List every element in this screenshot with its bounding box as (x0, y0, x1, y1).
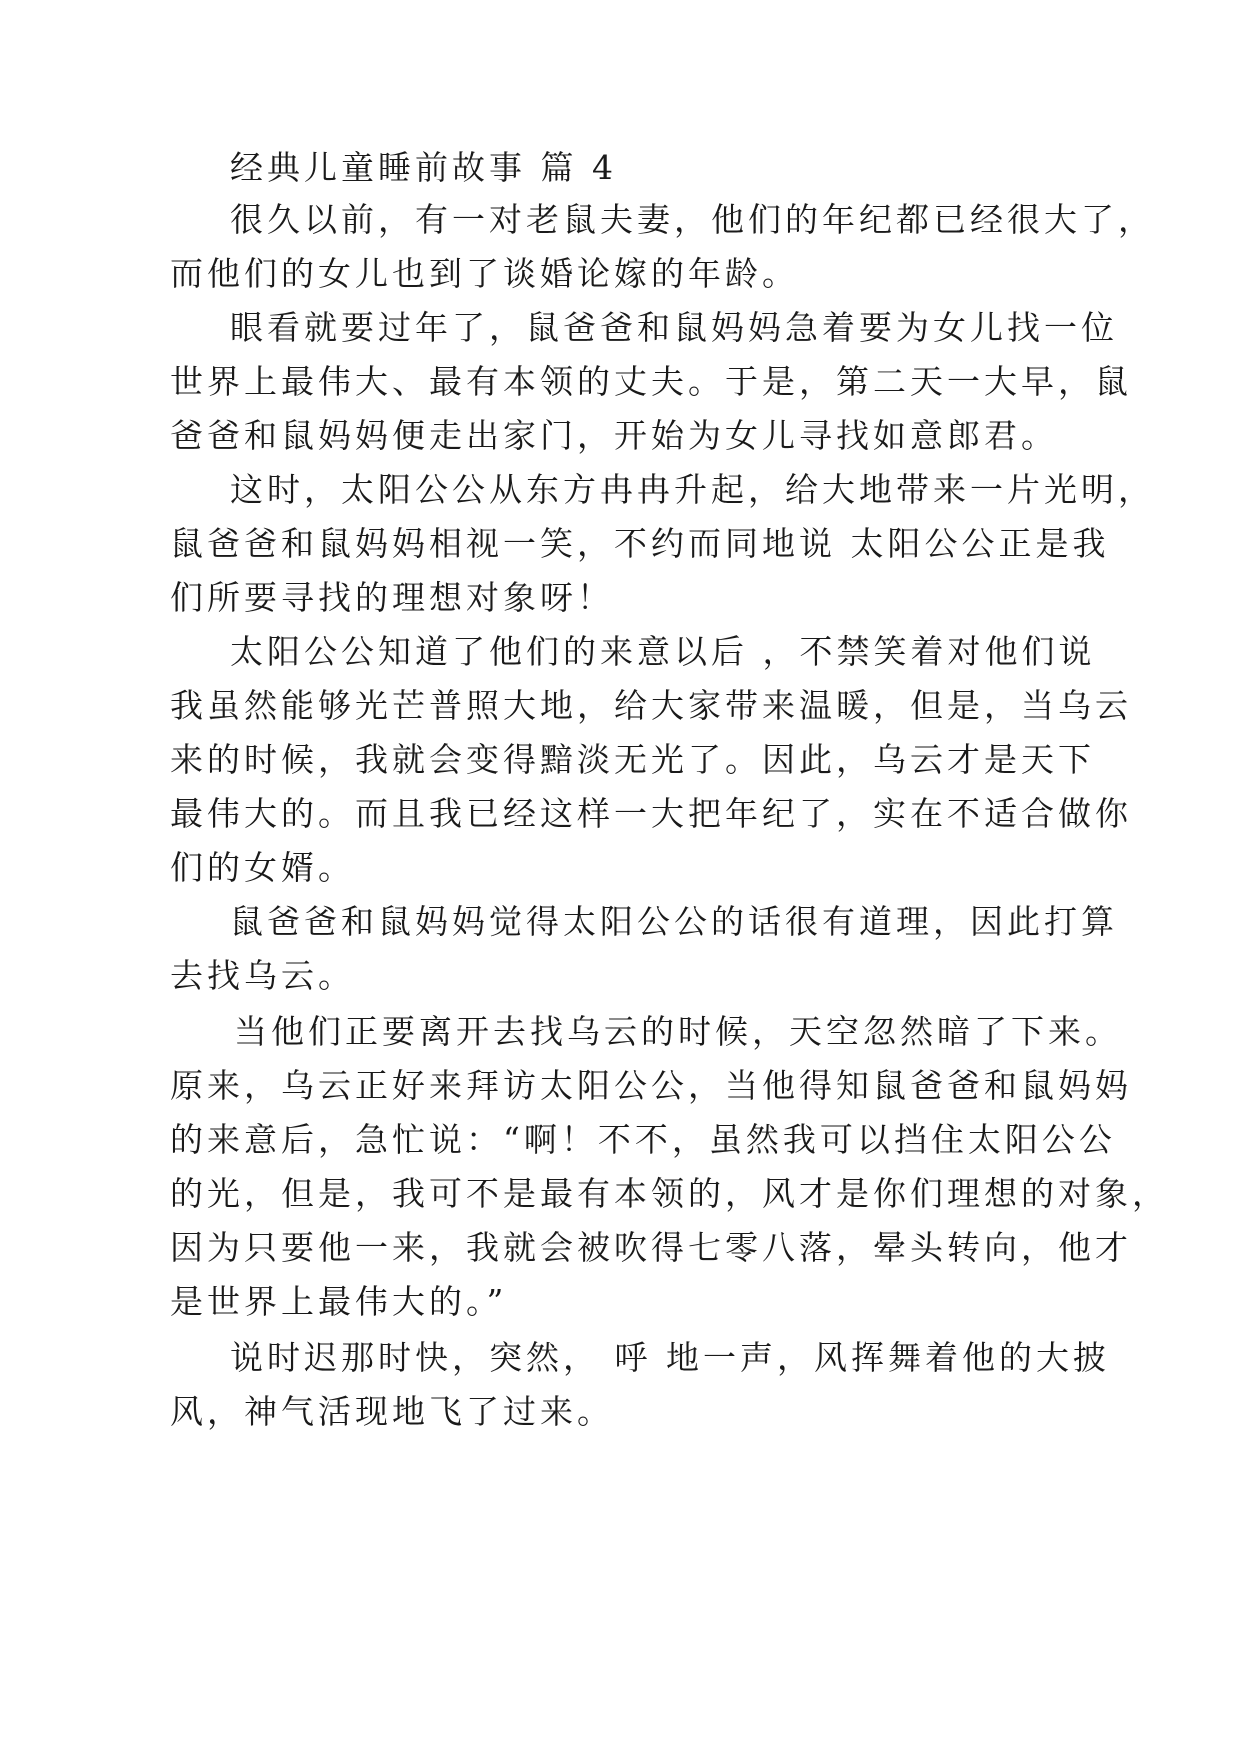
paragraph-line: 去找乌云。 (170, 956, 355, 995)
paragraph-line: 是世界上最伟大的。” (170, 1282, 508, 1321)
paragraph-line: 们所要寻找的理想对象呀！ (170, 578, 614, 617)
document-title: 经典儿童睡前故事 篇 4 (230, 148, 617, 187)
paragraph-line: 我虽然能够光芒普照大地，给大家带来温暖，但是，当乌云 (170, 686, 1132, 725)
paragraph-line: 而他们的女儿也到了谈婚论嫁的年龄。 (170, 254, 799, 293)
paragraph-line: 风，神气活现地飞了过来。 (170, 1392, 614, 1431)
paragraph-line: 因为只要他一来，我就会被吹得七零八落，晕头转向，他才 (170, 1228, 1132, 1267)
paragraph-line: 的来意后，急忙说：“啊！不不，虽然我可以挡住太阳公公 (170, 1120, 1116, 1159)
paragraph-line: 很久以前，有一对老鼠夫妻，他们的年纪都已经很大了， (230, 200, 1155, 239)
paragraph-line: 爸爸和鼠妈妈便走出家门，开始为女儿寻找如意郎君。 (170, 416, 1058, 455)
paragraph-line: 来的时候，我就会变得黯淡无光了。因此，乌云才是天下 (170, 740, 1095, 779)
paragraph-line: 这时，太阳公公从东方冉冉升起，给大地带来一片光明， (230, 470, 1155, 509)
paragraph-line: 的光，但是，我可不是最有本领的，风才是你们理想的对象， (170, 1174, 1169, 1213)
paragraph-line: 鼠爸爸和鼠妈妈觉得太阳公公的话很有道理，因此打算 (230, 902, 1118, 941)
paragraph-line: 鼠爸爸和鼠妈妈相视一笑，不约而同地说 太阳公公正是我 (170, 524, 1110, 563)
paragraph-line: 说时迟那时快，突然， 呼 地一声，风挥舞着他的大披 (230, 1338, 1110, 1377)
paragraph-line: 们的女婿。 (170, 848, 355, 887)
paragraph-line: 当他们正要离开去找乌云的时候，天空忽然暗了下来。 (234, 1012, 1122, 1051)
paragraph-line: 眼看就要过年了，鼠爸爸和鼠妈妈急着要为女儿找一位 (230, 308, 1118, 347)
paragraph-line: 最伟大的。而且我已经这样一大把年纪了，实在不适合做你 (170, 794, 1132, 833)
paragraph-line: 太阳公公知道了他们的来意以后 ，不禁笑着对他们说 (230, 632, 1096, 671)
paragraph-line: 原来，乌云正好来拜访太阳公公，当他得知鼠爸爸和鼠妈妈 (170, 1066, 1132, 1105)
paragraph-line: 世界上最伟大、最有本领的丈夫。于是，第二天一大早，鼠 (170, 362, 1132, 401)
